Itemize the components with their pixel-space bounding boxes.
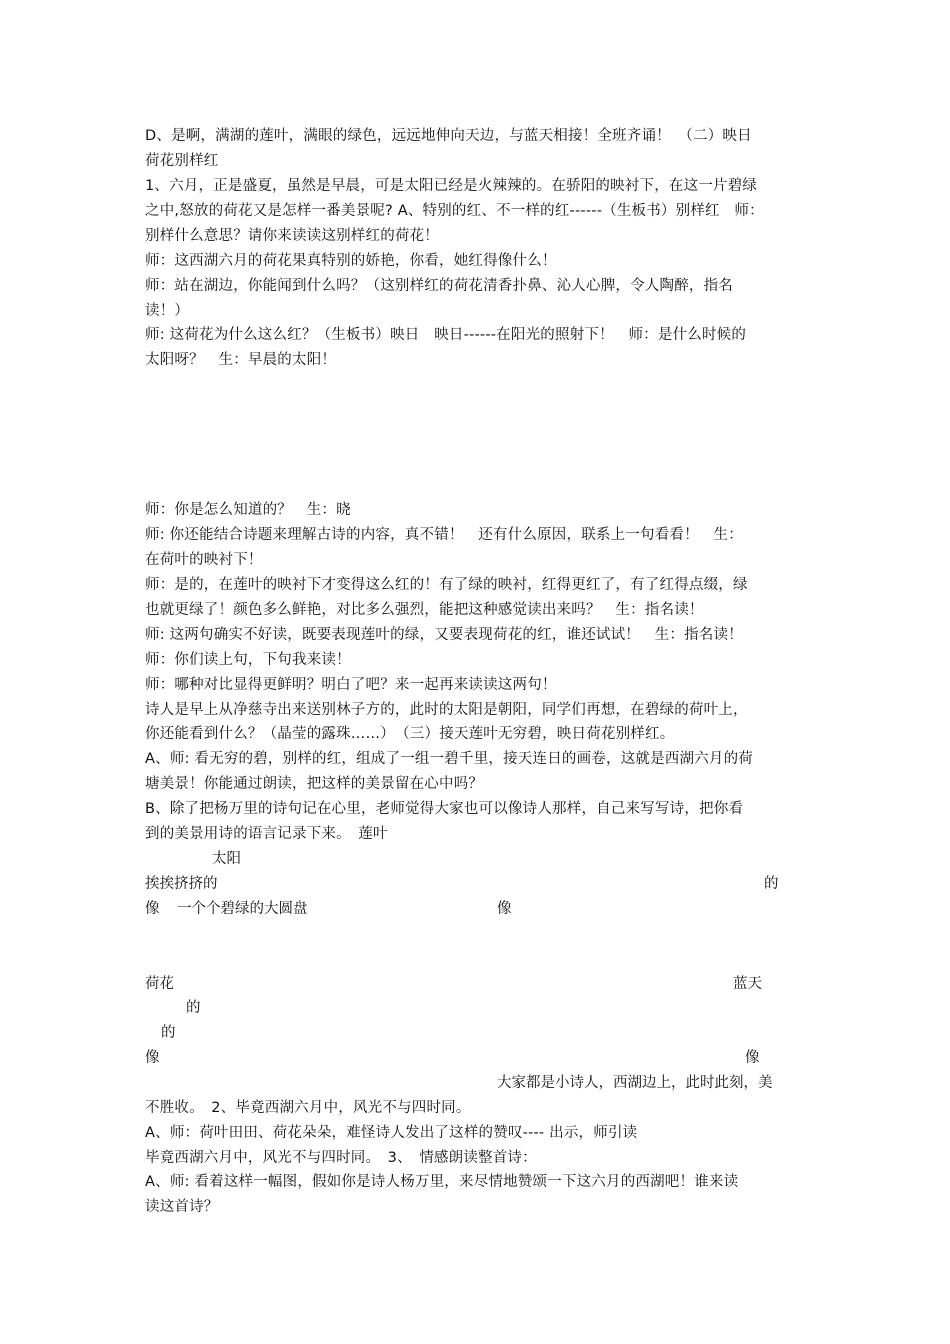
- text-line: 也就更绿了！颜色多么鲜艳，对比多么强烈，能把这种感觉读出来吗？ 生：指名读！: [145, 602, 704, 618]
- poem-word-xiang: 像: [145, 901, 160, 917]
- text-line: A、师: 看无穷的碧，别样的红，组成了一组一碧千里，接天连日的画卷，这就是西湖六月的荷: [145, 751, 754, 767]
- poem-word-lantian: 蓝天: [733, 976, 762, 992]
- poem-word-de: 的: [161, 1025, 176, 1041]
- text-line: 师: 这两句确实不好读，既要表现莲叶的绿，又要表现荷花的红，谁还试试！ 生：指名读！: [145, 627, 743, 643]
- text-line: 师：站在湖边，你能闻到什么吗？（这别样红的荷花清香扑鼻、沁人心脾，令人陶醉，指名: [145, 278, 733, 294]
- text-line: 1、六月，正是盛夏，虽然是早晨，可是太阳已经是火辣辣的。在骄阳的映衬下，在这一片碧绿: [145, 178, 758, 194]
- text-line: B、除了把杨万里的诗句记在心里，老师觉得大家也可以像诗人那样，自己来写写诗，把你看: [145, 801, 744, 817]
- poem-word-xiang: 像: [745, 1050, 760, 1066]
- text-line: 毕竟西湖六月中，风光不与四时同。 3、 情感朗读整首诗：: [145, 1150, 537, 1166]
- text-line: 师：你是怎么知道的？ 生：晓: [145, 502, 351, 518]
- text-line: 读这首诗？: [145, 1199, 219, 1215]
- poem-word-de: 的: [764, 876, 779, 892]
- text-line: D、是啊，满湖的莲叶，满眼的绿色，远远地伸向天边，与蓝天相接！全班齐诵！ （二）映日: [145, 128, 752, 144]
- poem-word-de: 的: [186, 1000, 201, 1016]
- poem-word-xiang: 像: [145, 1050, 160, 1066]
- text-line: 不胜收。 2、毕竟西湖六月中，风光不与四时同。: [145, 1100, 471, 1116]
- text-line: A、师: 看着这样一幅图，假如你是诗人杨万里，来尽情地赞颂一下这六月的西湖吧！谁来读: [145, 1174, 739, 1190]
- text-line: 师: 这荷花为什么这么红？（生板书）映日 映日------在阳光的照射下！ 师：是什么时候的: [145, 327, 747, 343]
- text-line: 师：你们读上句，下句我来读！: [145, 652, 351, 668]
- poem-word-xiang: 像: [497, 901, 512, 917]
- poem-word-taiyang: 太阳: [212, 851, 241, 867]
- text-line: 别样什么意思？请你来读读这别样红的荷花！: [145, 228, 439, 244]
- text-line: 到的美景用诗的语言记录下来。 莲叶: [145, 826, 388, 842]
- text-line: 师: 你还能结合诗题来理解古诗的内容，真不错！ 还有什么原因，联系上一句看看！ 生：: [145, 527, 743, 543]
- poem-word-aiai: 挨挨挤挤的: [145, 876, 218, 892]
- text-line: A、师：荷叶田田、荷花朵朵，难怪诗人发出了这样的赞叹---- 出示，师引读: [145, 1125, 638, 1141]
- text-line: 诗人是早上从净慈寺出来送别林子方的，此时的太阳是朝阳，同学们再想，在碧绿的荷叶上，: [145, 702, 748, 718]
- text-line: 荷花别样红: [145, 153, 219, 169]
- text-line: 塘美景！你能通过朗读，把这样的美景留在心中吗？: [145, 776, 484, 792]
- text-line: 在荷叶的映衬下！: [145, 552, 263, 568]
- text-line: 大家都是小诗人，西湖边上，此时此刻，美: [497, 1075, 773, 1091]
- text-line: 师：哪种对比显得更鲜明？明白了吧？来一起再来读读这两句！: [145, 677, 557, 693]
- text-line: 你还能看到什么？（晶莹的露珠……） （三）接天莲叶无穷碧，映日荷花别样红。: [145, 726, 675, 742]
- poem-word-hehua: 荷花: [145, 976, 174, 992]
- text-line: 师：是的，在莲叶的映衬下才变得这么红的！有了绿的映衬，红得更红了，有了红得点缀，绿: [145, 577, 748, 593]
- text-line: 之中,怒放的荷花又是怎样一番美景呢? A、特别的红、不一样的红------（生板书）别样红 师：: [145, 203, 764, 219]
- text-line: 太阳呀？ 生：早晨的太阳！: [145, 352, 337, 368]
- text-line: 师：这西湖六月的荷花果真特别的娇艳，你看，她红得像什么！: [145, 253, 557, 269]
- text-line: 读！）: [145, 303, 190, 319]
- poem-word-yuanpan: 一个个碧绿的大圆盘: [177, 901, 308, 917]
